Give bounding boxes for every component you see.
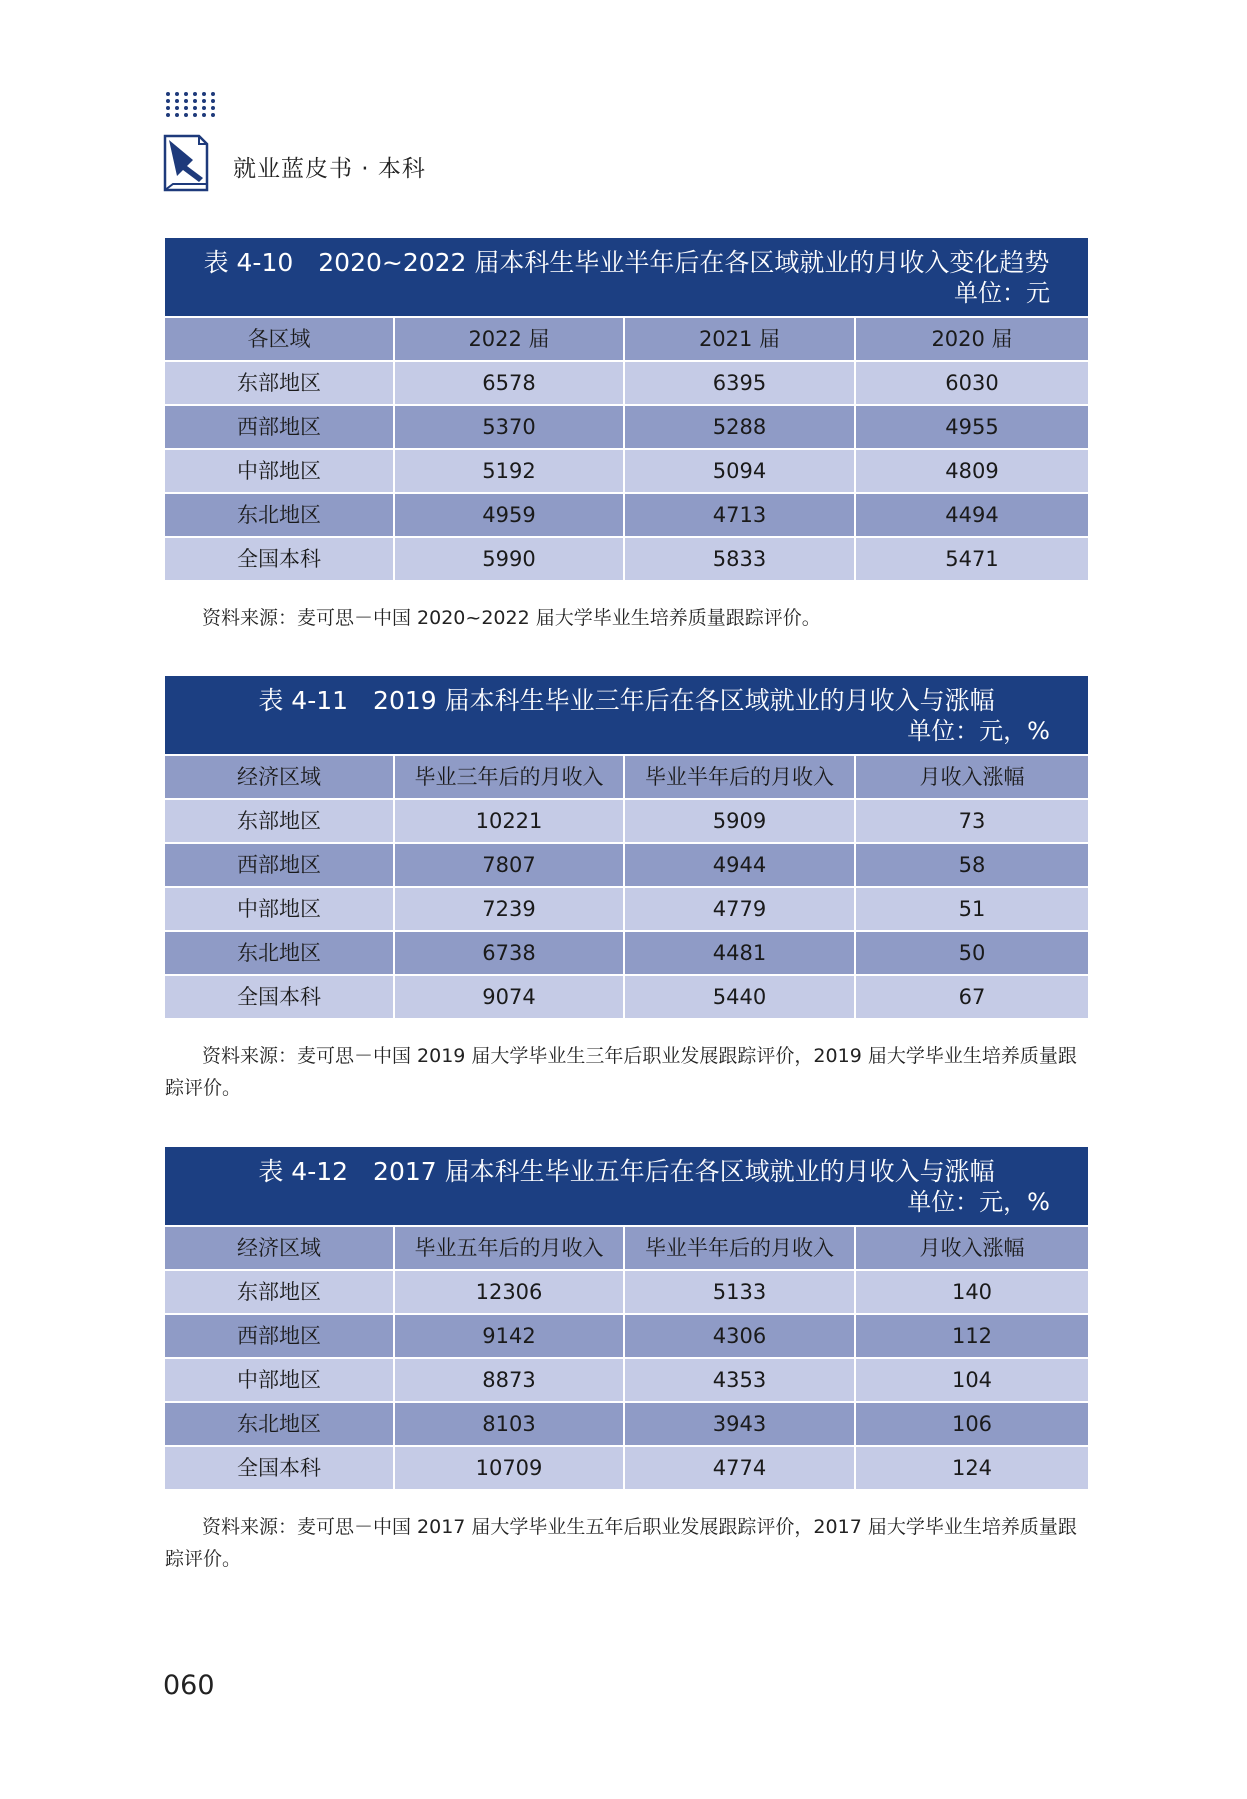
- table-cell: 9074: [395, 974, 625, 1018]
- table-cell: 51: [856, 886, 1088, 930]
- column-header: 毕业三年后的月收入: [395, 754, 625, 798]
- table-cell: 中部地区: [165, 886, 395, 930]
- table-cell: 73: [856, 798, 1088, 842]
- table-cell: 7807: [395, 842, 625, 886]
- book-logo-icon: [163, 134, 209, 192]
- table-cell: 4774: [625, 1445, 856, 1489]
- column-header: 毕业半年后的月收入: [625, 754, 856, 798]
- table-source-note: 资料来源：麦可思－中国 2020~2022 届大学毕业生培养质量跟踪评价。: [202, 607, 821, 629]
- table-unit: 单位：元，%: [907, 717, 1050, 745]
- table-caption: [165, 238, 1088, 316]
- table-cell: 全国本科: [165, 536, 395, 580]
- table-4-10: [165, 238, 1088, 580]
- table-source-note: 资料来源：麦可思－中国 2019 届大学毕业生三年后职业发展跟踪评价，2019 届大学毕业生培养质量跟踪评价。: [165, 1045, 1077, 1099]
- table-cell: 西部地区: [165, 1313, 395, 1357]
- table-cell: 4955: [856, 404, 1088, 448]
- table-cell: 50: [856, 930, 1088, 974]
- table-cell: 3943: [625, 1401, 856, 1445]
- table-caption: [165, 676, 1088, 754]
- table-cell: 东部地区: [165, 1269, 395, 1313]
- table-title: 表 4-10 2020~2022 届本科生毕业半年后在各区域就业的月收入变化趋势: [203, 248, 1050, 277]
- table-cell: 4494: [856, 492, 1088, 536]
- table-cell: 5133: [625, 1269, 856, 1313]
- table-cell: 中部地区: [165, 448, 395, 492]
- table-cell: 10709: [395, 1445, 625, 1489]
- table-cell: 6578: [395, 360, 625, 404]
- table-cell: 8873: [395, 1357, 625, 1401]
- table-cell: 5990: [395, 536, 625, 580]
- running-header: [163, 92, 763, 202]
- table-cell: 5094: [625, 448, 856, 492]
- table-cell: 67: [856, 974, 1088, 1018]
- page-number: 060: [163, 1670, 215, 1701]
- table-caption: [165, 1147, 1088, 1225]
- table-cell: 6030: [856, 360, 1088, 404]
- column-header: 各区域: [165, 316, 395, 360]
- table-cell: 112: [856, 1313, 1088, 1357]
- table-cell: 5370: [395, 404, 625, 448]
- table-cell: 5192: [395, 448, 625, 492]
- table-cell: 4779: [625, 886, 856, 930]
- table-cell: 106: [856, 1401, 1088, 1445]
- table-cell: 5471: [856, 536, 1088, 580]
- table-cell: 8103: [395, 1401, 625, 1445]
- table-cell: 5909: [625, 798, 856, 842]
- table-cell: 140: [856, 1269, 1088, 1313]
- table-4-11: [165, 676, 1088, 1018]
- header-title: 就业蓝皮书 · 本科: [233, 156, 426, 182]
- column-header: 毕业五年后的月收入: [395, 1225, 625, 1269]
- table-cell: 104: [856, 1357, 1088, 1401]
- table-cell: 全国本科: [165, 974, 395, 1018]
- table-cell: 西部地区: [165, 842, 395, 886]
- table-cell: 4959: [395, 492, 625, 536]
- column-header: 月收入涨幅: [856, 754, 1088, 798]
- table-unit: 单位：元: [954, 279, 1050, 307]
- table-cell: 6395: [625, 360, 856, 404]
- table-cell: 9142: [395, 1313, 625, 1357]
- table-cell: 4713: [625, 492, 856, 536]
- table-cell: 4809: [856, 448, 1088, 492]
- table-source-note: 资料来源：麦可思－中国 2017 届大学毕业生五年后职业发展跟踪评价，2017 届大学毕业生培养质量跟踪评价。: [165, 1516, 1077, 1570]
- column-header: 经济区域: [165, 754, 395, 798]
- table-cell: 7239: [395, 886, 625, 930]
- table-cell: 4353: [625, 1357, 856, 1401]
- column-header: 2021 届: [625, 316, 856, 360]
- table-title: 表 4-11 2019 届本科生毕业三年后在各区域就业的月收入与涨幅: [258, 686, 995, 715]
- table-cell: 东部地区: [165, 360, 395, 404]
- table-cell: 东部地区: [165, 798, 395, 842]
- table-cell: 东北地区: [165, 930, 395, 974]
- table-cell: 5288: [625, 404, 856, 448]
- dot-pattern-decoration: [166, 92, 217, 117]
- column-header: 2020 届: [856, 316, 1088, 360]
- table-cell: 4306: [625, 1313, 856, 1357]
- table-cell: 10221: [395, 798, 625, 842]
- column-header: 毕业半年后的月收入: [625, 1225, 856, 1269]
- table-cell: 6738: [395, 930, 625, 974]
- table-unit: 单位：元，%: [907, 1188, 1050, 1216]
- table-cell: 5440: [625, 974, 856, 1018]
- table-cell: 124: [856, 1445, 1088, 1489]
- table-cell: 西部地区: [165, 404, 395, 448]
- table-cell: 中部地区: [165, 1357, 395, 1401]
- table-cell: 全国本科: [165, 1445, 395, 1489]
- table-cell: 东北地区: [165, 1401, 395, 1445]
- table-cell: 5833: [625, 536, 856, 580]
- table-cell: 58: [856, 842, 1088, 886]
- column-header: 经济区域: [165, 1225, 395, 1269]
- column-header: 2022 届: [395, 316, 625, 360]
- column-header: 月收入涨幅: [856, 1225, 1088, 1269]
- table-title: 表 4-12 2017 届本科生毕业五年后在各区域就业的月收入与涨幅: [258, 1157, 995, 1186]
- table-cell: 东北地区: [165, 492, 395, 536]
- table-cell: 4944: [625, 842, 856, 886]
- table-4-12: [165, 1147, 1088, 1489]
- table-cell: 12306: [395, 1269, 625, 1313]
- table-cell: 4481: [625, 930, 856, 974]
